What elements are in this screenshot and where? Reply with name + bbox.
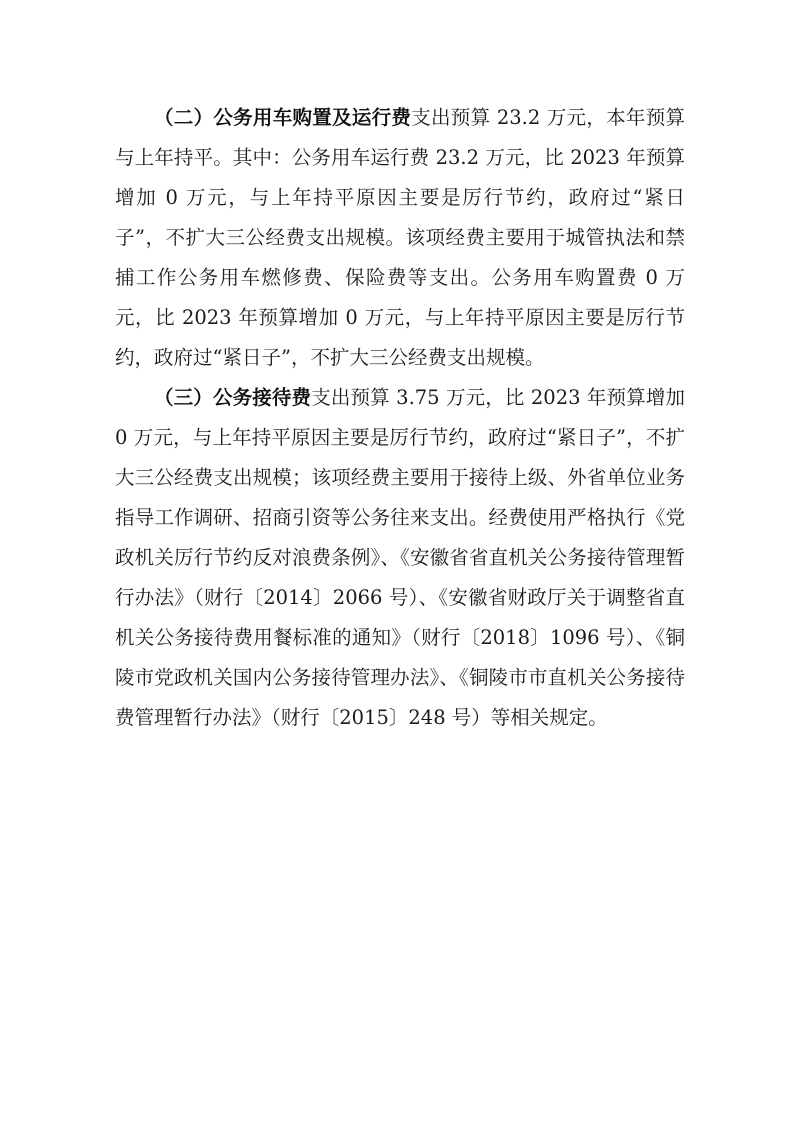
document-body: [115, 98, 685, 738]
section-heading-reception: （三）公务接待费: [154, 386, 312, 409]
paragraph-reception-expenses: [115, 378, 685, 738]
paragraph-vehicle-expenses: [115, 98, 685, 378]
section-heading-vehicle: （二）公务用车购置及运行费: [154, 106, 412, 129]
paragraph-text-reception: 支出预算 3.75 万元，比 2023 年预算增加 0 万元，与上年持平原因主要是厉行节约，政府过“紧日子”，不扩大三公经费支出规模；该项经费主要用于接待上级、外省单位业务指导工作调研、招商引资等公务往来支出。经费使用严格执行《党政机关厉行节约反对浪费条例》、《安徽省省直机关公务接待管理暂行办法》（财行〔2014〕2066 号）、《安徽省财政厅关于调整省直机关公务接待费用餐标准的通知》（财行〔2018〕1096 号）、《铜陵市党政机关国内公务接待管理办法》、《铜陵市市直机关公务接待费管理暂行办法》（财行〔2015〕248 号）等相关规定。: [115, 386, 685, 729]
paragraph-text-vehicle: 支出预算 23.2 万元，本年预算与上年持平。其中：公务用车运行费 23.2 万元，比 2023 年预算增加 0 万元，与上年持平原因主要是厉行节约，政府过“紧日子”，不扩大三公经费支出规模。该项经费主要用于城管执法和禁捕工作公务用车燃修费、保险费等支出。公务用车购置费 0 万元，比 2023 年预算增加 0 万元，与上年持平原因主要是厉行节约，政府过“紧日子”，不扩大三公经费支出规模。: [115, 106, 685, 369]
